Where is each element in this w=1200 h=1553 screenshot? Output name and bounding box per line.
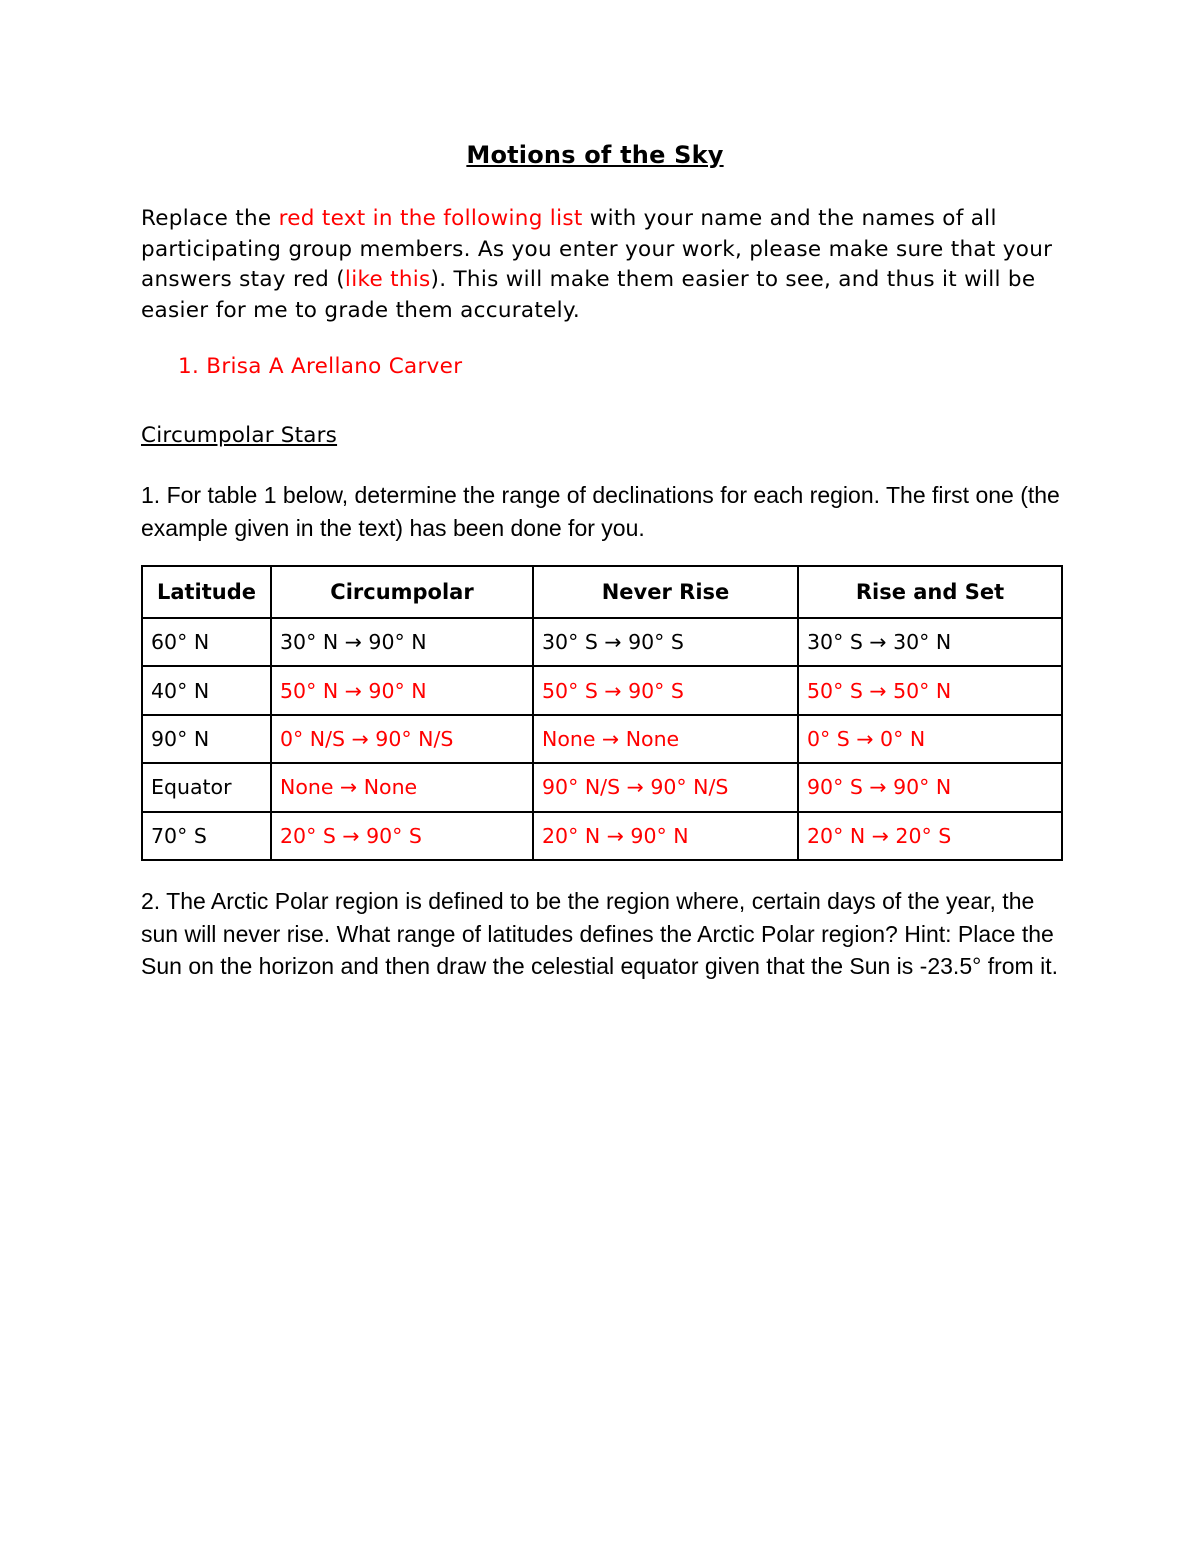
cell-latitude: 60° N (142, 618, 271, 666)
question-2: 2. The Arctic Polar region is defined to be the region where, certain days of the year, the sun will never rise. What range of latitudes defines the Arctic Polar region? Hint: Place the Sun on the horizon and then draw the celestial equator given that the Sun is -23.5° from it. (141, 888, 1058, 979)
document-title: Motions of the Sky (466, 141, 724, 169)
intro-text-2: with your name and the names of all participating group members. As you enter your work, please make sure that your answers stay red ( (141, 206, 1053, 292)
table-row (142, 763, 1062, 811)
member-list-item (178, 354, 462, 379)
header-rise-and-set: Rise and Set (798, 566, 1062, 618)
cell-latitude: 40° N (142, 666, 271, 714)
cell-rise-and-set: 0° S → 0° N (798, 715, 1062, 763)
table-header-row (142, 566, 1062, 618)
cell-circumpolar: 30° N → 90° N (271, 618, 533, 666)
table-row (142, 618, 1062, 666)
header-latitude: Latitude (142, 566, 271, 618)
table-body (142, 618, 1062, 860)
cell-rise-and-set: 30° S → 30° N (798, 618, 1062, 666)
cell-never-rise: 30° S → 90° S (533, 618, 798, 666)
cell-never-rise: None → None (533, 715, 798, 763)
table-row (142, 666, 1062, 714)
member-name: Brisa A Arellano Carver (206, 354, 463, 379)
cell-never-rise: 90° N/S → 90° N/S (533, 763, 798, 811)
cell-latitude: 70° S (142, 812, 271, 860)
member-number: 1. (178, 354, 200, 379)
table-row (142, 812, 1062, 860)
cell-circumpolar: 50° N → 90° N (271, 666, 533, 714)
header-circumpolar: Circumpolar (271, 566, 533, 618)
cell-never-rise: 20° N → 90° N (533, 812, 798, 860)
cell-circumpolar: None → None (271, 763, 533, 811)
intro-red-text: red text in the following list (278, 206, 583, 231)
intro-text-3: ). This will make them easier to see, and thus it will be easier for me to grade them accurately. (141, 267, 1036, 323)
intro-red-example: like this (344, 267, 431, 292)
cell-circumpolar: 20° S → 90° S (271, 812, 533, 860)
intro-text-1: Replace the (141, 206, 279, 231)
cell-rise-and-set: 50° S → 50° N (798, 666, 1062, 714)
question-1: 1. For table 1 below, determine the range of declinations for each region. The first one (the example given in the text) has been done for you. (141, 482, 1060, 541)
intro-paragraph (141, 204, 1061, 326)
header-never-rise: Never Rise (533, 566, 798, 618)
section-heading: Circumpolar Stars (141, 423, 338, 448)
cell-latitude: 90° N (142, 715, 271, 763)
cell-rise-and-set: 90° S → 90° N (798, 763, 1062, 811)
cell-latitude: Equator (142, 763, 271, 811)
table-row (142, 715, 1062, 763)
declination-table (141, 565, 1063, 861)
cell-circumpolar: 0° N/S → 90° N/S (271, 715, 533, 763)
cell-never-rise: 50° S → 90° S (533, 666, 798, 714)
cell-rise-and-set: 20° N → 20° S (798, 812, 1062, 860)
